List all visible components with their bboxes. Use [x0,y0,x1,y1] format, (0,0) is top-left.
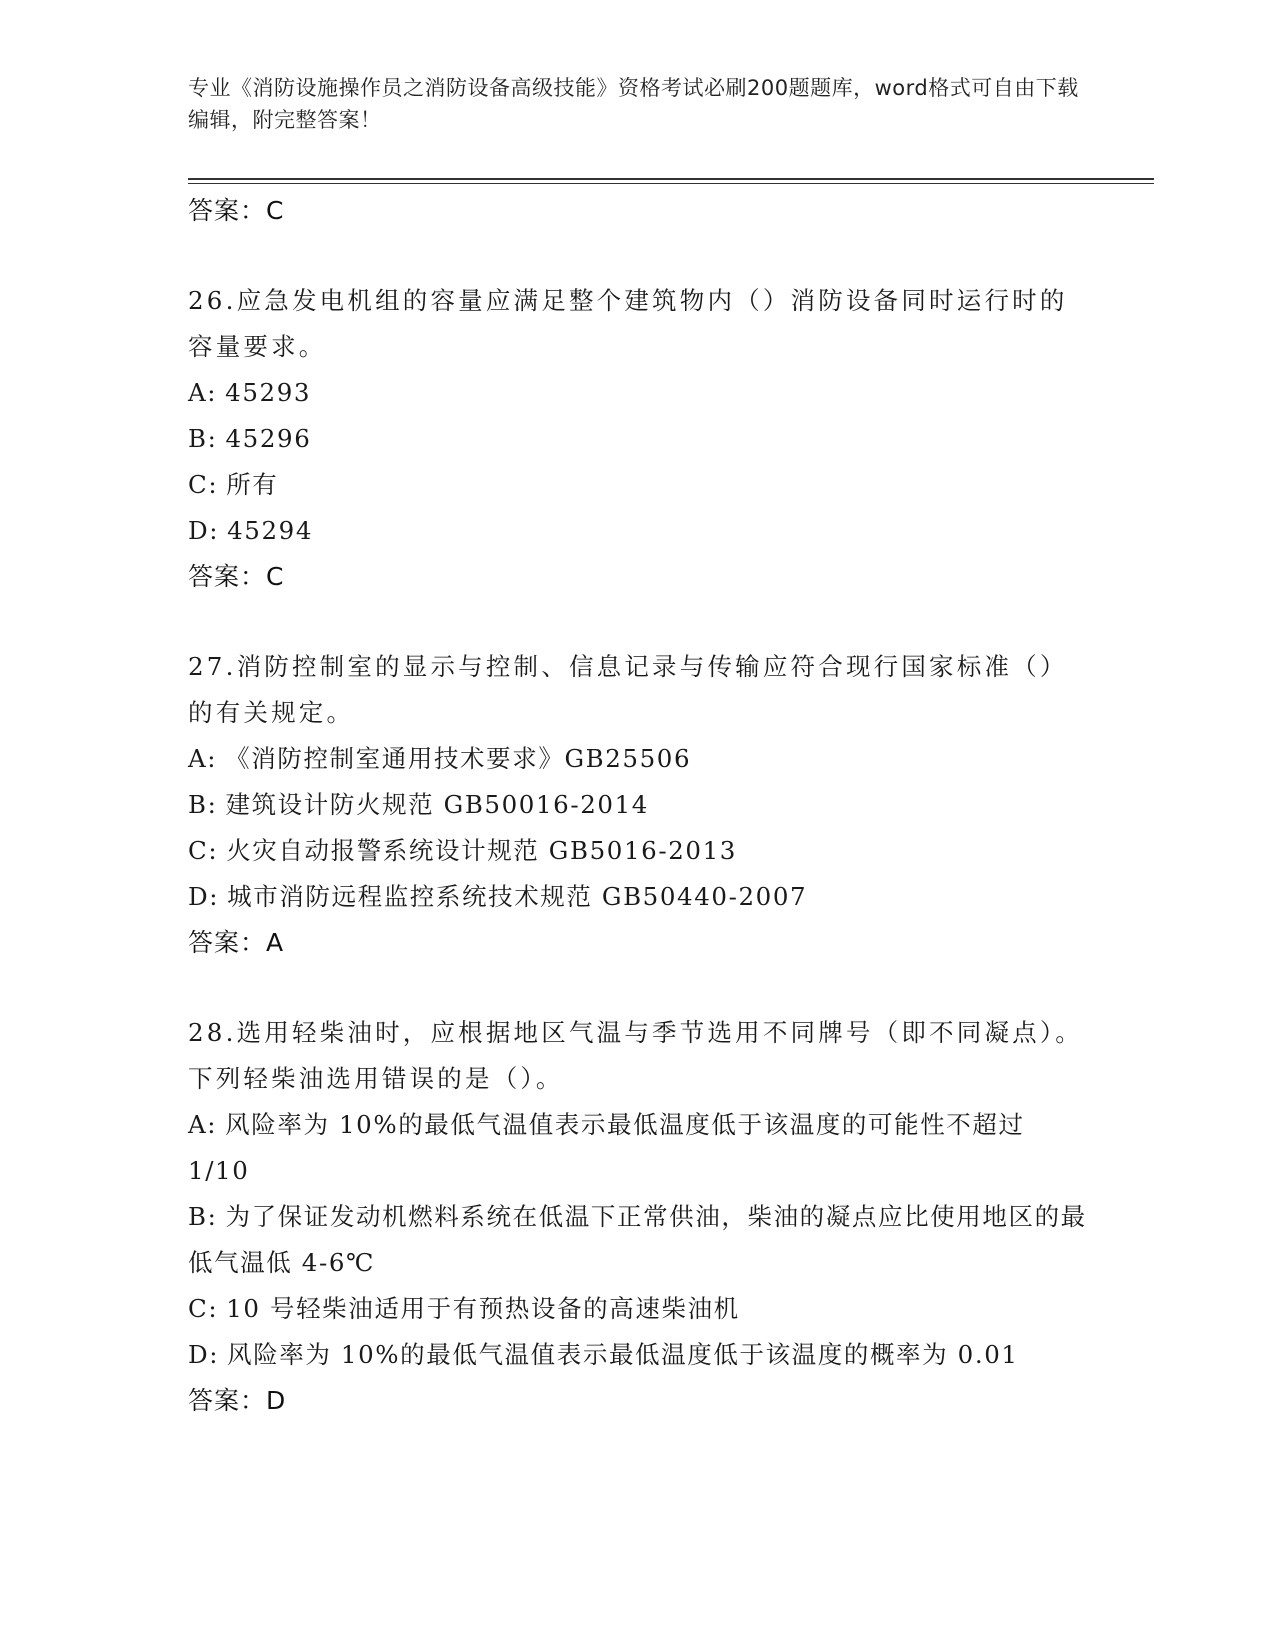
option-key: D: [188,1340,220,1369]
option-a [188,1102,1088,1194]
option-text: 所有 [226,470,279,499]
option-b [188,782,1088,828]
option-key: D: [188,516,220,545]
question-stem: 26.应急发电机组的容量应满足整个建筑物内（）消防设备同时运行时的容量要求。 [188,286,1068,361]
question-block [188,1010,1088,1424]
option-a [188,736,1088,782]
question-block [188,278,1088,600]
option-key: B: [188,1202,218,1231]
header-divider-thin [188,183,1154,184]
option-key: A: [188,744,218,773]
answer-line: 答案：C [188,562,285,591]
option-key: C: [188,470,219,499]
option-text: 《消防控制室通用技术要求》GB25506 [225,744,692,773]
answer-line: 答案：A [188,928,285,957]
option-d [188,508,1088,554]
option-text: 45296 [225,424,312,453]
option-c [188,1286,1088,1332]
option-c [188,462,1088,508]
question-stem: 27.消防控制室的显示与控制、信息记录与传输应符合现行国家标准（）的有关规定。 [188,652,1068,727]
question-block [188,644,1088,966]
header-divider-thick [188,178,1154,180]
answer-line: 答案：C [188,196,285,225]
option-d [188,1332,1088,1378]
option-text: 风险率为 10%的最低气温值表示最低温度低于该温度的概率为 0.01 [227,1340,1019,1369]
option-b [188,1194,1088,1286]
option-key: A: [188,1110,218,1139]
option-text: 45294 [227,516,314,545]
option-key: D: [188,882,220,911]
option-c [188,828,1088,874]
answer-line: 答案：D [188,1386,287,1415]
option-key: C: [188,836,219,865]
option-text: 45293 [225,378,312,407]
question-list [188,188,1088,1424]
option-d [188,874,1088,920]
option-key: A: [188,378,218,407]
option-text: 10 号轻柴油适用于有预热设备的高速柴油机 [226,1294,740,1323]
option-text: 为了保证发动机燃料系统在低温下正常供油，柴油的凝点应比使用地区的最低气温低 4-6℃ [188,1202,1087,1277]
option-text: 建筑设计防火规范 GB50016-2014 [225,790,649,819]
option-key: C: [188,1294,219,1323]
option-a [188,370,1088,416]
option-key: B: [188,424,218,453]
option-b [188,416,1088,462]
option-text: 城市消防远程监控系统技术规范 GB50440-2007 [227,882,808,911]
option-text: 火灾自动报警系统设计规范 GB5016-2013 [226,836,737,865]
option-text: 风险率为 10%的最低气温值表示最低温度低于该温度的可能性不超过 1/10 [188,1110,1025,1185]
option-key: B: [188,790,218,819]
question-stem: 28.选用轻柴油时，应根据地区气温与季节选用不同牌号（即不同凝点）。下列轻柴油选用错误的是（）。 [188,1018,1084,1093]
document-header: 专业《消防设施操作员之消防设备高级技能》资格考试必刷200题题库，word格式可自由下载编辑，附完整答案！ [188,76,1079,132]
